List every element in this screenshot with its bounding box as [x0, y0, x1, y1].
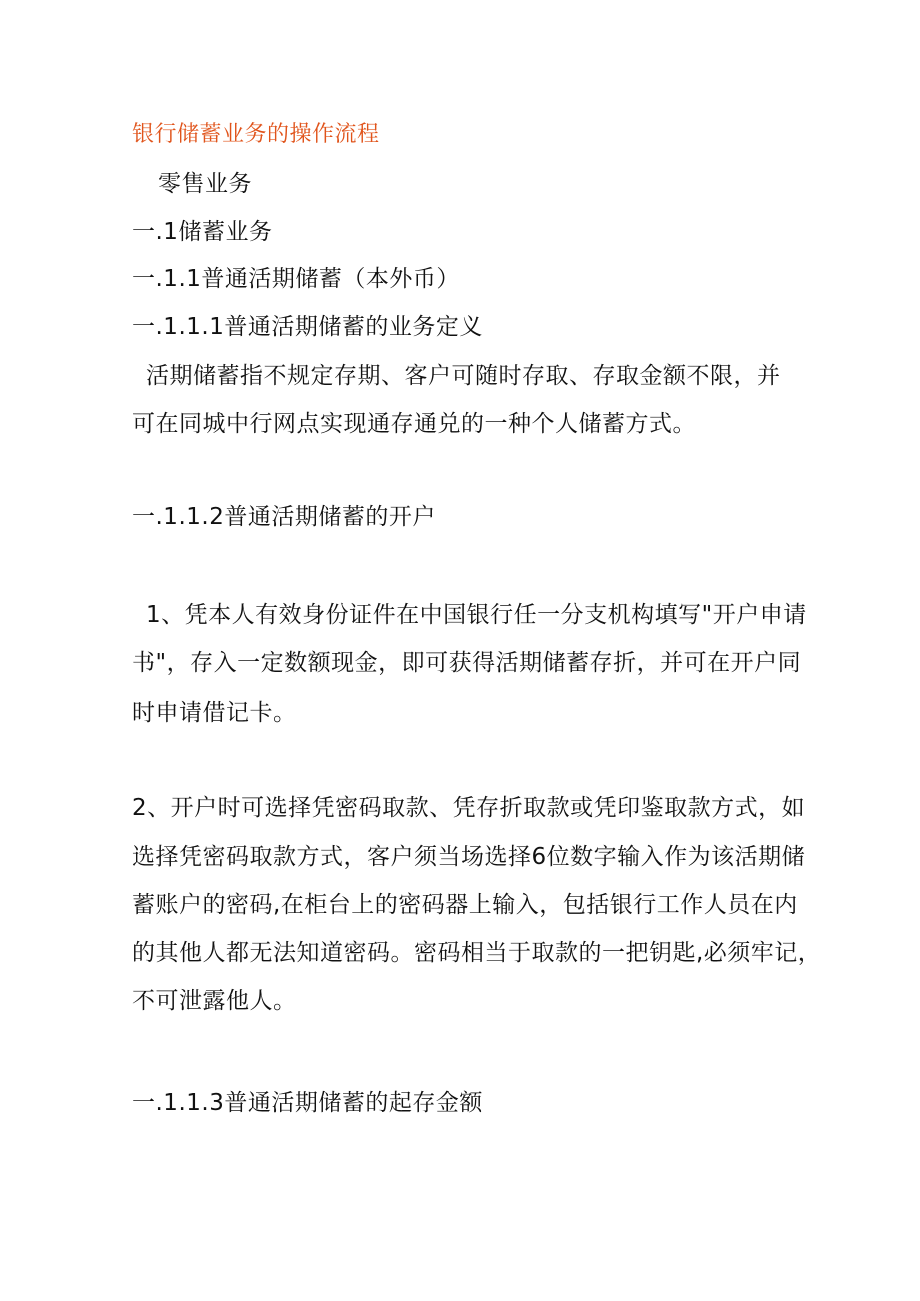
- document-title: 银行储蓄业务的操作流程: [132, 122, 380, 147]
- heading-opening: 一.1.1.2普通活期储蓄的开户: [132, 504, 436, 530]
- definition-line: 可在同城中行网点实现通存通兑的一种个人储蓄方式。: [132, 411, 696, 437]
- item-2-line: 蓄账户的密码,在柜台上的密码器上输入，包括银行工作人员在内: [132, 892, 798, 918]
- heading-definition: 一.1.1.1普通活期储蓄的业务定义: [132, 314, 483, 340]
- heading-level-2: 一.1.1普通活期储蓄（本外币）: [132, 266, 460, 292]
- item-2-line: 2、开户时可选择凭密码取款、凭存折取款或凭印鉴取款方式，如: [132, 795, 806, 821]
- item-2-line: 选择凭密码取款方式，客户须当场选择6位数字输入作为该活期储: [132, 844, 806, 870]
- item-1-line: 书"，存入一定数额现金，即可获得活期储蓄存折，并可在开户同: [132, 650, 802, 676]
- heading-min-amount: 一.1.1.3普通活期储蓄的起存金额: [132, 1090, 483, 1116]
- item-1-line: 时申请借记卡。: [132, 700, 297, 726]
- heading-level-1: 一.1储蓄业务: [132, 219, 273, 245]
- item-2-line: 的其他人都无法知道密码。密码相当于取款的一把钥匙,必须牢记，: [132, 940, 822, 966]
- section-heading: 零售业务: [158, 171, 252, 197]
- item-2-line: 不可泄露他人。: [132, 988, 297, 1014]
- item-1-line: 1、凭本人有效身份证件在中国银行任一分支机构填写"开户申请: [146, 602, 807, 628]
- definition-line: 活期储蓄指不规定存期、客户可随时存取、存取金额不限，并: [146, 363, 781, 389]
